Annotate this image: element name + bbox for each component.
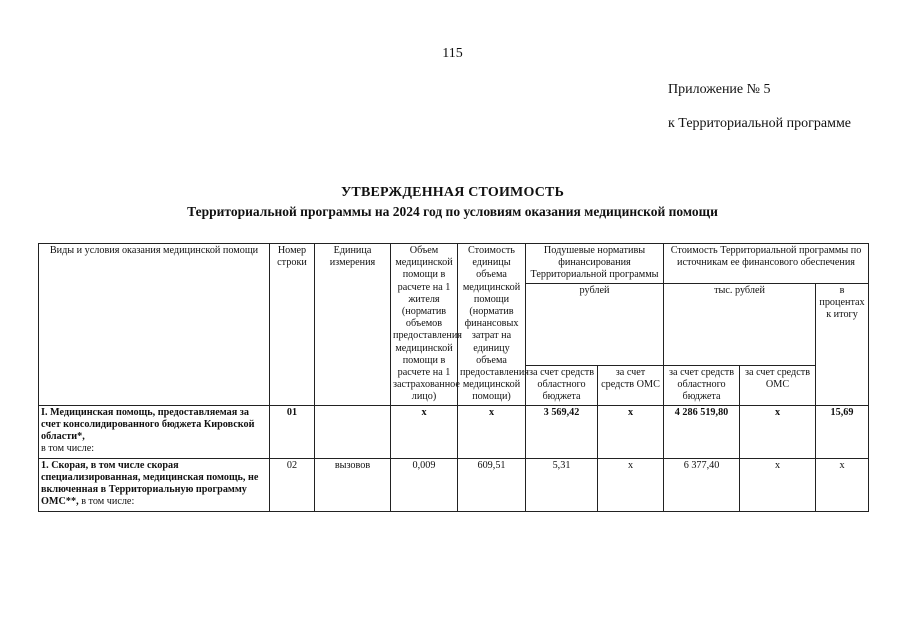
appendix-label: Приложение № 5 (668, 82, 771, 97)
row-unit-cost: 609,51 (458, 458, 526, 511)
row-name-text: I. Медицинская помощь, предоставляемая за счет консолидированного бюджета Кировской области*, (41, 406, 255, 443)
row-number: 01 (270, 405, 315, 458)
row-volume: x (391, 405, 458, 458)
row-number: 02 (270, 458, 315, 511)
table-row (39, 405, 869, 458)
page-number: 115 (442, 46, 463, 61)
row-volume: 0,009 (391, 458, 458, 511)
row-per-capita-budget: 5,31 (526, 458, 598, 511)
header-rubles: рублей (526, 283, 664, 365)
header-percent: в процентах к итогу (816, 283, 869, 405)
header-row-number: Номер строки (270, 244, 315, 406)
table-row (39, 458, 869, 511)
row-name-tail: в том числе: (41, 443, 95, 455)
header-oms-total: за счет средств ОМС (740, 366, 816, 406)
header-per-capita: Подушевые нормативы финансирования Территориальной программы (526, 244, 664, 284)
row-per-capita-oms: x (598, 458, 664, 511)
row-percent: x (816, 458, 869, 511)
cost-table (38, 243, 869, 512)
row-total-budget: 6 377,40 (664, 458, 740, 511)
document-title: УТВЕРЖДЕННАЯ СТОИМОСТЬ (340, 185, 565, 200)
row-total-oms: x (740, 405, 816, 458)
header-total-cost: Стоимость Территориальной программы по источникам ее финансового обеспечения (664, 244, 869, 284)
row-percent: 15,69 (816, 405, 869, 458)
header-unit: Единица измерения (315, 244, 391, 406)
header-thousand-rubles: тыс. рублей (664, 283, 816, 365)
row-name (39, 405, 270, 458)
row-per-capita-oms: x (598, 405, 664, 458)
header-volume: Объем медицинской помощи в расчете на 1 жителя (норматив объемов предоставления медицинской помощи в расчете на 1 застрахованное лицо) (391, 244, 458, 406)
row-unit: вызовов (315, 458, 391, 511)
header-kinds: Виды и условия оказания медицинской помощи (39, 244, 270, 406)
document-subtitle: Территориальной программы на 2024 год по условиям оказания медицинской помощи (187, 204, 718, 219)
header-regional-budget: за счет средств областного бюджета (526, 366, 598, 406)
table-header-row (39, 244, 869, 284)
appendix-subtitle: к Территориальной программе (668, 116, 852, 131)
row-unit (315, 405, 391, 458)
row-total-budget: 4 286 519,80 (664, 405, 740, 458)
row-name (39, 458, 270, 511)
row-unit-cost: x (458, 405, 526, 458)
header-oms: за счет средств ОМС (598, 366, 664, 406)
header-unit-cost: Стоимость единицы объема медицинской помощи (норматив финансовых затрат на единицу объема предоставления медицинской помощи) (458, 244, 526, 406)
row-name-text: 1. Скорая, в том числе скорая специализированная, медицинская помощь, не включенная в Территориальную программу ОМС**, (41, 459, 259, 508)
header-regional-budget-total: за счет средств областного бюджета (664, 366, 740, 406)
row-name-tail: в том числе: (81, 496, 135, 508)
row-per-capita-budget: 3 569,42 (526, 405, 598, 458)
row-total-oms: x (740, 458, 816, 511)
